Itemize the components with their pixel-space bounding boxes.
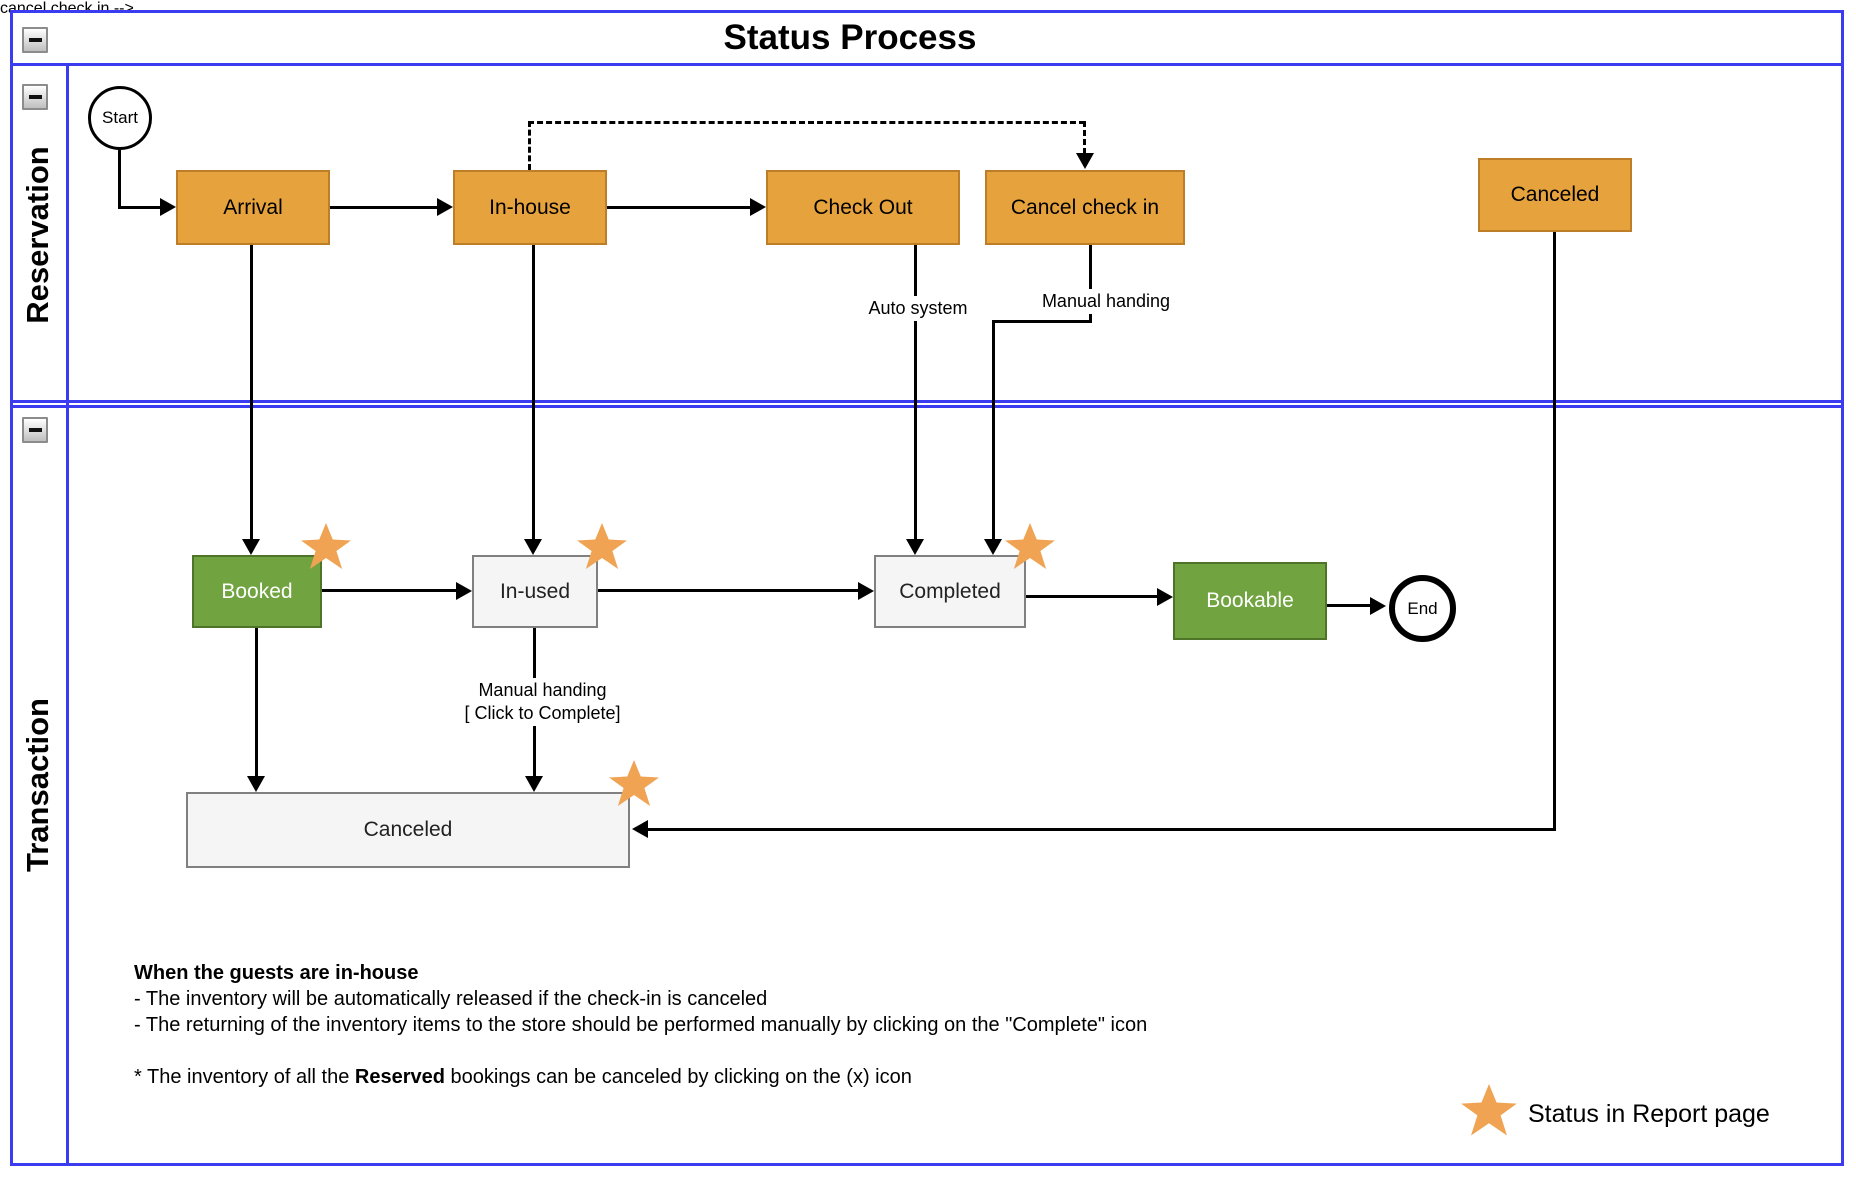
node-canceled-reservation-label: Canceled — [1510, 183, 1600, 206]
edge-booked-canceled-arrowhead — [247, 776, 265, 792]
notes-gap — [134, 1038, 1147, 1064]
edge-bookable-end-arrowhead — [1370, 597, 1386, 615]
edge-checkout-completed-line — [914, 245, 917, 539]
node-end[interactable] — [1389, 575, 1456, 642]
edge-inhouse-cancelcheckin-dashed-line — [528, 121, 531, 170]
edge-inhouse-checkout-arrowhead — [750, 198, 766, 216]
node-start-label: Start — [102, 108, 138, 127]
node-bookable-label: Bookable — [1206, 589, 1294, 612]
node-completed[interactable] — [874, 555, 1026, 628]
edge-canceledres-canceledtrans-line — [648, 828, 1556, 831]
edge-completed-bookable-line — [1026, 595, 1157, 598]
node-in-used-label: In-used — [499, 579, 571, 603]
edge-inhouse-checkout-line — [607, 206, 751, 209]
node-in-house[interactable] — [453, 170, 607, 245]
node-booked-label: Booked — [221, 579, 293, 603]
node-cancel-check-in-label: Cancel check in — [1010, 195, 1160, 219]
collapse-minus-icon — [29, 38, 42, 42]
edge-inhouse-inused-line — [532, 245, 535, 539]
edge-label-manual-handing: Manual handing — [1028, 289, 1184, 314]
edge-arrival-inhouse-line — [330, 206, 438, 209]
node-bookable[interactable] — [1173, 562, 1327, 640]
edge-canceledres-canceledtrans-arrowhead — [632, 820, 648, 838]
diagram-canvas: Status Process Reservation Transaction Start Arrival In-house Check Out Cancel check in Canceled Booked In-used Completed Bookable End Canceled cancel check in --> Auto system Manual handing Manual handing [ Click to Complete] When the guests are in-house - The inventory will be automatically released if the check-in is canceled - The returning of the inventory items to the store should be performed manually by clicking on the "Complete" icon * The inventory of all the Reserved bookings can be canceled by clicking on the (x) icon Status in Report page — [0, 0, 1856, 1186]
notes-footnote-text: * The inventory of all the — [134, 1066, 355, 1088]
edge-label-manual-complete-line1: Manual handing — [478, 680, 607, 700]
lane-label-reservation[interactable]: Reservation — [20, 146, 55, 324]
page-title: Status Process — [723, 18, 977, 57]
edge-inused-completed-arrowhead — [858, 582, 874, 600]
node-canceled-transaction-label: Canceled — [363, 818, 453, 841]
notes-heading: When the guests are in-house — [134, 962, 419, 984]
edge-canceledres-canceledtrans-line — [1553, 232, 1556, 830]
lane-divider-top — [10, 400, 1844, 403]
edge-inused-canceled-arrowhead — [525, 776, 543, 792]
collapse-minus-icon — [29, 428, 42, 432]
edge-arrival-inhouse-arrowhead — [437, 198, 453, 216]
node-check-out[interactable] — [766, 170, 960, 245]
node-end-label: End — [1407, 598, 1438, 618]
node-in-house-label: In-house — [489, 195, 571, 219]
notes-footnote-bold: Reserved — [354, 1066, 445, 1088]
node-canceled-transaction[interactable] — [186, 792, 630, 868]
edge-inhouse-inused-arrowhead — [524, 539, 542, 555]
edge-label-auto-system: Auto system — [854, 296, 982, 321]
edge-start-arrival-line — [118, 206, 162, 209]
edge-start-arrival-line — [118, 150, 121, 207]
node-completed-label: Completed — [899, 579, 1001, 603]
edge-bookable-end-line — [1327, 604, 1370, 607]
edge-arrival-booked-line — [250, 245, 253, 539]
lane-label-separator — [66, 63, 69, 1163]
title-separator — [10, 63, 1844, 66]
edge-cancelcheckin-completed-arrowhead — [984, 539, 1002, 555]
edge-cancelcheckin-completed-line — [992, 320, 1092, 323]
transaction-lane-collapse-button[interactable] — [22, 417, 48, 443]
lane-divider-bottom — [10, 405, 1844, 408]
edge-start-arrival-arrowhead — [160, 198, 176, 216]
node-canceled-reservation[interactable] — [1478, 158, 1632, 232]
node-start[interactable] — [88, 86, 152, 150]
edge-inhouse-cancelcheckin-dashed-line — [1083, 121, 1086, 154]
node-check-out-label: Check Out — [813, 195, 913, 219]
edge-completed-bookable-arrowhead — [1157, 588, 1173, 606]
edge-booked-canceled-line — [255, 628, 258, 776]
edge-cancelcheckin-completed-line — [992, 320, 995, 539]
notes-line: - The inventory will be automatically released if the check-in is canceled — [134, 988, 768, 1010]
edge-inhouse-cancelcheckin-arrowhead — [1076, 153, 1094, 169]
edge-arrival-booked-arrowhead — [242, 539, 260, 555]
notes-footnote — [134, 1064, 1147, 1090]
edge-checkout-completed-arrowhead — [906, 539, 924, 555]
notes-block — [134, 960, 1147, 1090]
edge-booked-inused-line — [322, 589, 456, 592]
lane-label-transaction[interactable]: Transaction — [20, 698, 55, 872]
notes-line: - The returning of the inventory items to the store should be performed manually by clicking on the "Complete" icon — [134, 1014, 1148, 1036]
legend-label: Status in Report page — [1528, 1100, 1770, 1128]
edge-inhouse-cancelcheckin-dashed-line — [528, 121, 1085, 124]
edge-inused-completed-line — [598, 589, 858, 592]
node-arrival[interactable] — [176, 170, 330, 245]
edge-label-manual-complete — [438, 678, 647, 726]
notes-footnote-text: bookings can be canceled by clicking on the (x) icon — [444, 1066, 912, 1088]
node-arrival-label: Arrival — [223, 195, 283, 219]
node-in-used[interactable] — [472, 555, 598, 628]
pool-collapse-button[interactable] — [22, 27, 48, 53]
edge-booked-inused-arrowhead — [456, 582, 472, 600]
node-cancel-check-in[interactable] — [985, 170, 1185, 245]
edge-label-manual-complete-line2: [ Click to Complete] — [464, 703, 621, 723]
node-booked[interactable] — [192, 555, 322, 628]
